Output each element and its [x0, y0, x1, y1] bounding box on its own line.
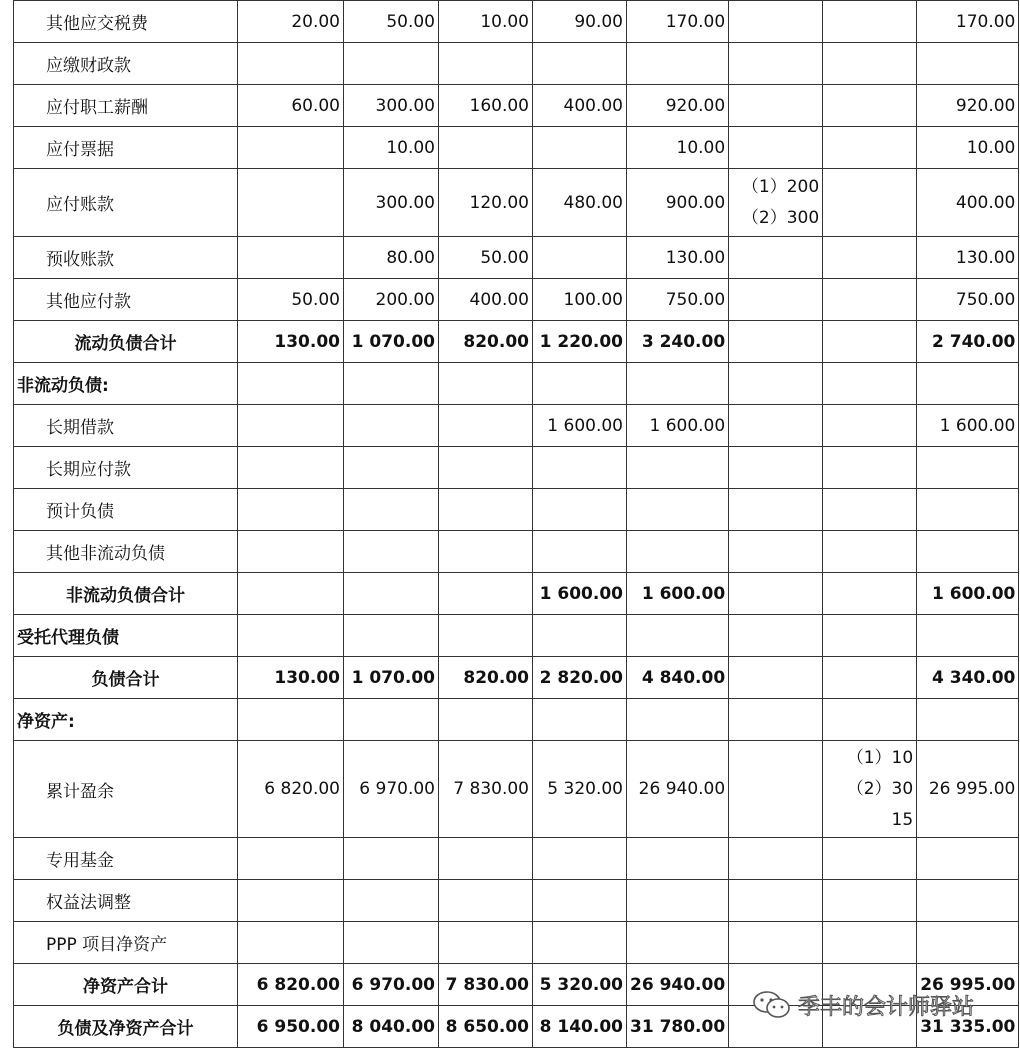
table-cell [344, 699, 439, 741]
row-label: 长期应付款 [14, 447, 238, 489]
table-cell [533, 237, 627, 279]
table-cell [533, 699, 627, 741]
table-cell [823, 573, 917, 615]
table-cell [823, 405, 917, 447]
table-cell [823, 489, 917, 531]
table-cell [439, 615, 533, 657]
table-cell [533, 838, 627, 880]
table-cell [439, 127, 533, 169]
table-cell [439, 573, 533, 615]
table-row [14, 85, 1019, 127]
table-cell [344, 363, 439, 405]
table-cell [439, 405, 533, 447]
table-cell [917, 447, 1019, 489]
table-cell [533, 43, 627, 85]
row-label: 其他应交税费 [14, 1, 238, 43]
table-row [14, 321, 1019, 363]
row-label: 受托代理负债 [14, 615, 238, 657]
table-cell: 1 600.00 [627, 573, 729, 615]
table-cell [729, 1, 823, 43]
table-cell [344, 447, 439, 489]
table-cell [729, 531, 823, 573]
table-cell: 1 220.00 [533, 321, 627, 363]
table-cell [533, 880, 627, 922]
table-cell [533, 127, 627, 169]
table-cell [439, 531, 533, 573]
row-label: 应付账款 [14, 169, 238, 237]
table-cell: 80.00 [344, 237, 439, 279]
table-row [14, 363, 1019, 405]
table-cell [344, 489, 439, 531]
row-label: 应付票据 [14, 127, 238, 169]
table-cell [917, 699, 1019, 741]
table-cell [238, 615, 344, 657]
table-cell [238, 405, 344, 447]
table-row [14, 615, 1019, 657]
table-cell [823, 741, 917, 838]
table-cell: 130.00 [627, 237, 729, 279]
table-cell [823, 237, 917, 279]
table-cell [627, 838, 729, 880]
table-cell [729, 237, 823, 279]
table-cell: 50.00 [238, 279, 344, 321]
table-cell [344, 880, 439, 922]
table-cell [627, 922, 729, 964]
row-label: 净资产: [14, 699, 238, 741]
table-cell: 4 840.00 [627, 657, 729, 699]
table-cell [238, 573, 344, 615]
table-cell: 400.00 [533, 85, 627, 127]
table-cell [917, 922, 1019, 964]
table-cell [238, 699, 344, 741]
table-cell: 7 830.00 [439, 964, 533, 1006]
table-cell [917, 880, 1019, 922]
table-cell [729, 657, 823, 699]
table-cell [238, 531, 344, 573]
table-row [14, 169, 1019, 237]
table-cell [344, 405, 439, 447]
table-cell: 10.00 [627, 127, 729, 169]
table-cell: 20.00 [238, 1, 344, 43]
row-label: 非流动负债: [14, 363, 238, 405]
balance-sheet-table [13, 0, 1019, 1048]
table-cell: 750.00 [627, 279, 729, 321]
table-cell: 10.00 [439, 1, 533, 43]
table-cell [917, 489, 1019, 531]
table-cell [823, 127, 917, 169]
row-label: 权益法调整 [14, 880, 238, 922]
table-cell [533, 615, 627, 657]
table-row [14, 741, 1019, 838]
table-cell: 31 335.00 [917, 1006, 1019, 1048]
table-cell [823, 321, 917, 363]
table-cell [627, 615, 729, 657]
row-label: 非流动负债合计 [14, 573, 238, 615]
table-cell: 1 600.00 [627, 405, 729, 447]
table-cell: 7 830.00 [439, 741, 533, 838]
table-cell [344, 531, 439, 573]
table-cell: 8 650.00 [439, 1006, 533, 1048]
table-row [14, 127, 1019, 169]
table-cell [729, 615, 823, 657]
table-cell: 300.00 [344, 85, 439, 127]
table-cell: 920.00 [917, 85, 1019, 127]
table-cell: 6 970.00 [344, 741, 439, 838]
table-cell [729, 699, 823, 741]
table-cell: 170.00 [627, 1, 729, 43]
table-cell [533, 363, 627, 405]
table-cell: 26 995.00 [917, 741, 1019, 838]
table-cell [439, 699, 533, 741]
row-label: 专用基金 [14, 838, 238, 880]
table-cell [439, 363, 533, 405]
table-cell [729, 489, 823, 531]
row-label: 累计盈余 [14, 741, 238, 838]
table-cell [823, 615, 917, 657]
row-label: 流动负债合计 [14, 321, 238, 363]
table-cell [238, 127, 344, 169]
table-cell [729, 169, 823, 237]
table-cell [627, 489, 729, 531]
table-row [14, 699, 1019, 741]
table-row [14, 237, 1019, 279]
table-cell [823, 699, 917, 741]
table-cell [439, 43, 533, 85]
row-label: 其他非流动负债 [14, 531, 238, 573]
table-cell [823, 657, 917, 699]
table-cell: 26 940.00 [627, 964, 729, 1006]
table-cell [729, 922, 823, 964]
table-cell [823, 922, 917, 964]
table-cell: 6 820.00 [238, 964, 344, 1006]
table-row [14, 922, 1019, 964]
table-cell [917, 615, 1019, 657]
table-cell [238, 43, 344, 85]
table-cell [823, 279, 917, 321]
table-cell: 10.00 [344, 127, 439, 169]
table-cell [627, 363, 729, 405]
table-row [14, 1006, 1019, 1048]
table-cell: 4 340.00 [917, 657, 1019, 699]
table-cell [533, 447, 627, 489]
table-cell: 130.00 [238, 321, 344, 363]
table-cell [729, 964, 823, 1006]
table-cell: 50.00 [439, 237, 533, 279]
table-cell: 480.00 [533, 169, 627, 237]
table-cell [917, 363, 1019, 405]
table-cell [238, 922, 344, 964]
table-row [14, 405, 1019, 447]
table-cell: 6 950.00 [238, 1006, 344, 1048]
table-cell: 120.00 [439, 169, 533, 237]
table-cell [238, 880, 344, 922]
table-cell [344, 615, 439, 657]
table-cell: 400.00 [439, 279, 533, 321]
adjustment-line: （2）30 [846, 778, 914, 799]
table-cell [729, 880, 823, 922]
table-cell [533, 531, 627, 573]
table-cell: 10.00 [917, 127, 1019, 169]
table-cell [344, 43, 439, 85]
table-cell: 50.00 [344, 1, 439, 43]
table-cell [917, 838, 1019, 880]
table-cell: 100.00 [533, 279, 627, 321]
table-cell: 820.00 [439, 657, 533, 699]
table-cell [344, 573, 439, 615]
table-row [14, 880, 1019, 922]
table-cell: 31 780.00 [627, 1006, 729, 1048]
adjustment-line: 15 [891, 809, 914, 830]
table-row [14, 279, 1019, 321]
table-row [14, 657, 1019, 699]
table-cell: 1 600.00 [917, 405, 1019, 447]
table-cell [344, 922, 439, 964]
table-cell [729, 447, 823, 489]
table-cell: 5 320.00 [533, 741, 627, 838]
table-cell [533, 489, 627, 531]
table-row [14, 838, 1019, 880]
table-cell [238, 363, 344, 405]
table-cell: 200.00 [344, 279, 439, 321]
table-cell: 1 070.00 [344, 657, 439, 699]
row-label: 长期借款 [14, 405, 238, 447]
watermark-text: 季丰的会计师驿站 [798, 994, 975, 1020]
row-label: 预计负债 [14, 489, 238, 531]
table-cell [627, 699, 729, 741]
table-cell: 2 820.00 [533, 657, 627, 699]
table-cell [823, 169, 917, 237]
table-cell: 300.00 [344, 169, 439, 237]
table-cell [729, 1006, 823, 1048]
table-cell [729, 573, 823, 615]
table-cell: 8 140.00 [533, 1006, 627, 1048]
table-cell [439, 880, 533, 922]
table-cell [627, 447, 729, 489]
table-cell: 90.00 [533, 1, 627, 43]
table-cell: 6 970.00 [344, 964, 439, 1006]
row-label: PPP 项目净资产 [14, 922, 238, 964]
table-cell: 900.00 [627, 169, 729, 237]
table-cell [439, 447, 533, 489]
table-cell [729, 279, 823, 321]
table-cell: 1 600.00 [917, 573, 1019, 615]
table-cell [823, 43, 917, 85]
table-cell [238, 447, 344, 489]
table-cell [823, 85, 917, 127]
table-row [14, 531, 1019, 573]
table-cell [533, 922, 627, 964]
adjustment-line: （1）200 [741, 176, 820, 197]
table-cell: 60.00 [238, 85, 344, 127]
adjustment-line: （2）300 [741, 207, 820, 228]
table-cell [439, 838, 533, 880]
row-label: 负债合计 [14, 657, 238, 699]
table-cell: 2 740.00 [917, 321, 1019, 363]
table-row [14, 489, 1019, 531]
table-cell: 1 070.00 [344, 321, 439, 363]
table-cell [917, 43, 1019, 85]
table-cell: 920.00 [627, 85, 729, 127]
table-cell: 400.00 [917, 169, 1019, 237]
table-cell [238, 489, 344, 531]
table-cell [729, 405, 823, 447]
row-label: 其他应付款 [14, 279, 238, 321]
table-cell: 26 995.00 [917, 964, 1019, 1006]
table-cell: 1 600.00 [533, 405, 627, 447]
row-label: 净资产合计 [14, 964, 238, 1006]
table-cell: 170.00 [917, 1, 1019, 43]
table-cell [238, 169, 344, 237]
table-cell [823, 447, 917, 489]
table-cell: 6 820.00 [238, 741, 344, 838]
table-row [14, 43, 1019, 85]
adjustment-line: （1）10 [846, 747, 914, 768]
table-cell [238, 237, 344, 279]
table-cell [627, 43, 729, 85]
table-cell: 820.00 [439, 321, 533, 363]
table-cell [729, 85, 823, 127]
table-cell [729, 741, 823, 838]
table-cell [344, 838, 439, 880]
table-row [14, 1, 1019, 43]
table-cell: 130.00 [238, 657, 344, 699]
table-cell: 3 240.00 [627, 321, 729, 363]
table-cell [627, 880, 729, 922]
table-cell [823, 363, 917, 405]
table-cell [823, 1, 917, 43]
table-cell [823, 838, 917, 880]
table-cell [917, 531, 1019, 573]
table-cell [627, 531, 729, 573]
row-label: 应付职工薪酬 [14, 85, 238, 127]
table-cell [729, 321, 823, 363]
row-label: 负债及净资产合计 [14, 1006, 238, 1048]
table-cell [823, 1006, 917, 1048]
table-cell [823, 964, 917, 1006]
table-cell [729, 363, 823, 405]
table-cell [439, 922, 533, 964]
row-label: 预收账款 [14, 237, 238, 279]
table-cell: 1 600.00 [533, 573, 627, 615]
table-cell: 750.00 [917, 279, 1019, 321]
table-cell: 130.00 [917, 237, 1019, 279]
table-cell [238, 838, 344, 880]
table-cell [823, 880, 917, 922]
table-cell [729, 43, 823, 85]
table-cell: 8 040.00 [344, 1006, 439, 1048]
table-row [14, 964, 1019, 1006]
table-cell: 5 320.00 [533, 964, 627, 1006]
table-cell: 26 940.00 [627, 741, 729, 838]
table-cell [729, 127, 823, 169]
table-cell [439, 489, 533, 531]
table-row [14, 447, 1019, 489]
table-cell [729, 838, 823, 880]
table-cell [823, 531, 917, 573]
table-cell: 160.00 [439, 85, 533, 127]
row-label: 应缴财政款 [14, 43, 238, 85]
table-row [14, 573, 1019, 615]
